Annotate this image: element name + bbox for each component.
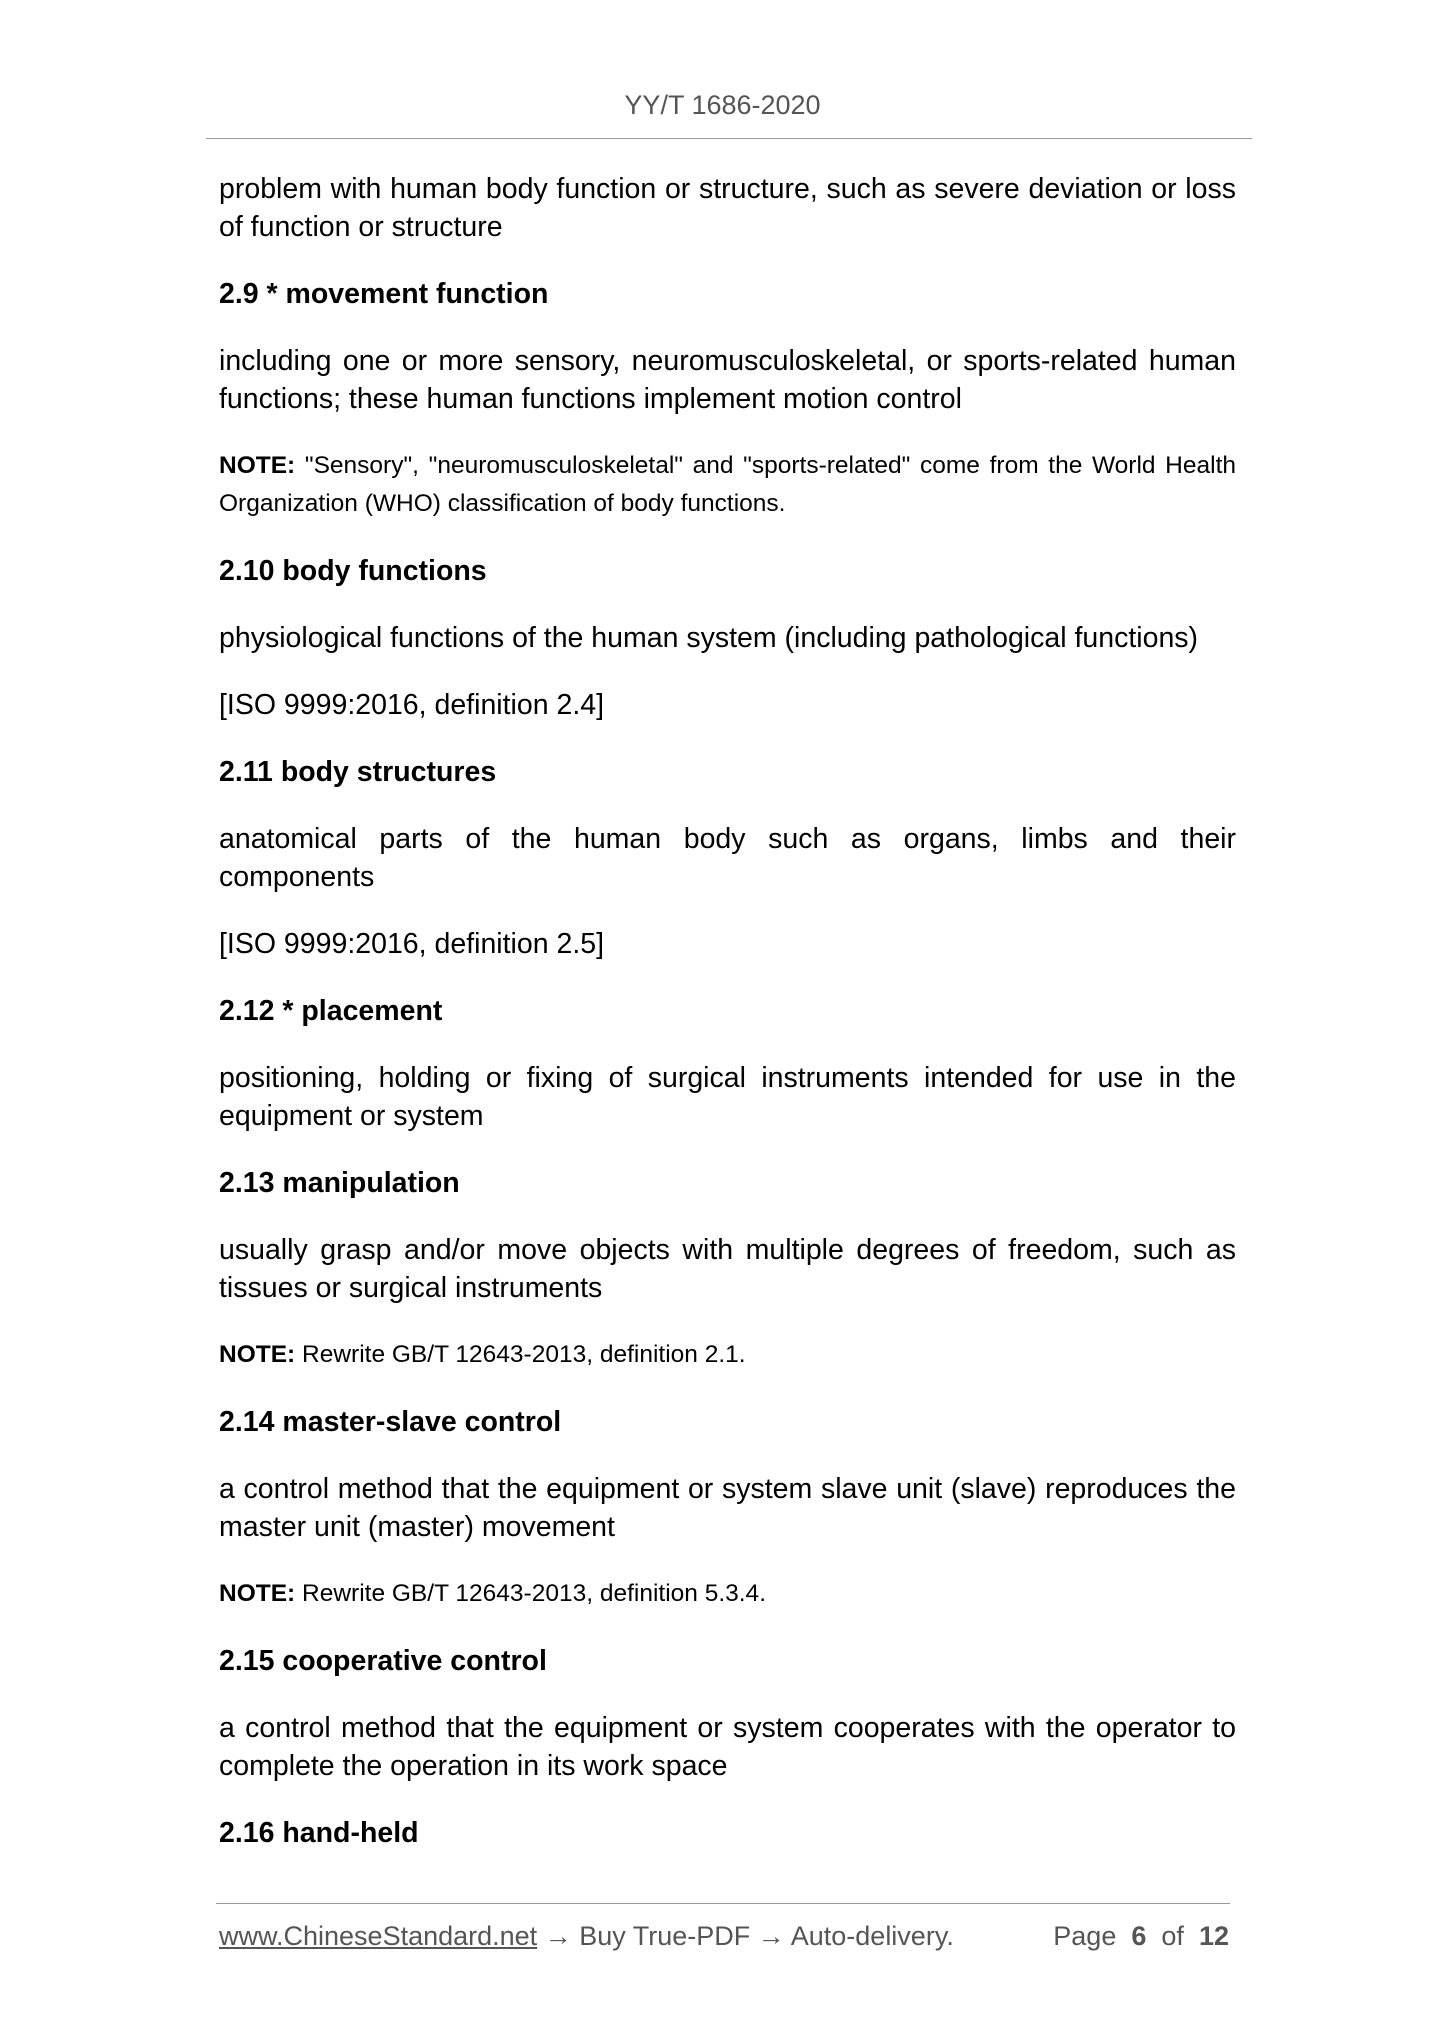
total-page-count: 12 <box>1198 1921 1229 1951</box>
header-divider <box>206 138 1252 139</box>
document-body <box>219 170 1236 1881</box>
note-text: "Sensory", "neuromusculoskeletal" and "sports-related" come from the World Health Organization (WHO) classification of body functions. <box>219 452 1236 517</box>
footer-divider <box>216 1903 1230 1904</box>
section-heading-2-12: 2.12 * placement <box>219 995 443 1027</box>
section-heading-2-11: 2.11 body structures <box>219 756 497 788</box>
of-word: of <box>1161 1921 1184 1951</box>
definition-2-13: usually grasp and/or move objects with multiple degrees of freedom, such as tissues or surgical instruments <box>219 1234 1236 1304</box>
definition-2-10: physiological functions of the human system (including pathological functions) <box>219 622 1199 654</box>
note-text: Rewrite GB/T 12643-2013, definition 2.1. <box>295 1341 746 1368</box>
note-label: NOTE: <box>219 1580 296 1607</box>
note-label: NOTE: <box>219 1341 296 1368</box>
page-header-doc-id: YY/T 1686-2020 <box>624 90 821 120</box>
definition-2-15: a control method that the equipment or system cooperates with the operator to complete the operation in its work space <box>219 1712 1236 1782</box>
definition-2-12: positioning, holding or fixing of surgical instruments intended for use in the equipment or system <box>219 1062 1236 1132</box>
website-link[interactable]: www.ChineseStandard.net <box>219 1921 538 1951</box>
definition-2-11: anatomical parts of the human body such as organs, limbs and their components <box>219 823 1236 893</box>
page-indicator <box>1053 1921 1229 1952</box>
section-heading-2-15: 2.15 cooperative control <box>219 1645 547 1677</box>
note-2-14 <box>219 1575 1236 1613</box>
section-heading-2-10: 2.10 body functions <box>219 555 487 587</box>
reference-2-10: [ISO 9999:2016, definition 2.4] <box>219 689 605 721</box>
continued-paragraph: problem with human body function or structure, such as severe deviation or loss of function or structure <box>219 173 1236 243</box>
footer-promo-text: → Buy True-PDF → Auto-delivery. <box>537 1921 954 1951</box>
section-heading-2-14: 2.14 master-slave control <box>219 1406 562 1438</box>
page-word: Page <box>1053 1921 1117 1951</box>
reference-2-11: [ISO 9999:2016, definition 2.5] <box>219 928 605 960</box>
note-label: NOTE: <box>219 452 296 479</box>
definition-2-14: a control method that the equipment or system slave unit (slave) reproduces the master unit (master) movement <box>219 1473 1236 1543</box>
current-page-number: 6 <box>1131 1921 1147 1951</box>
note-text: Rewrite GB/T 12643-2013, definition 5.3.4. <box>295 1580 766 1607</box>
section-heading-2-9: 2.9 * movement function <box>219 278 549 310</box>
page-footer <box>219 1921 1229 1952</box>
note-2-13 <box>219 1336 1236 1374</box>
section-heading-2-13: 2.13 manipulation <box>219 1167 460 1199</box>
definition-2-9: including one or more sensory, neuromusculoskeletal, or sports-related human functions; these human functions implement motion control <box>219 345 1236 415</box>
section-heading-2-16: 2.16 hand-held <box>219 1817 419 1849</box>
note-2-9 <box>219 447 1236 523</box>
